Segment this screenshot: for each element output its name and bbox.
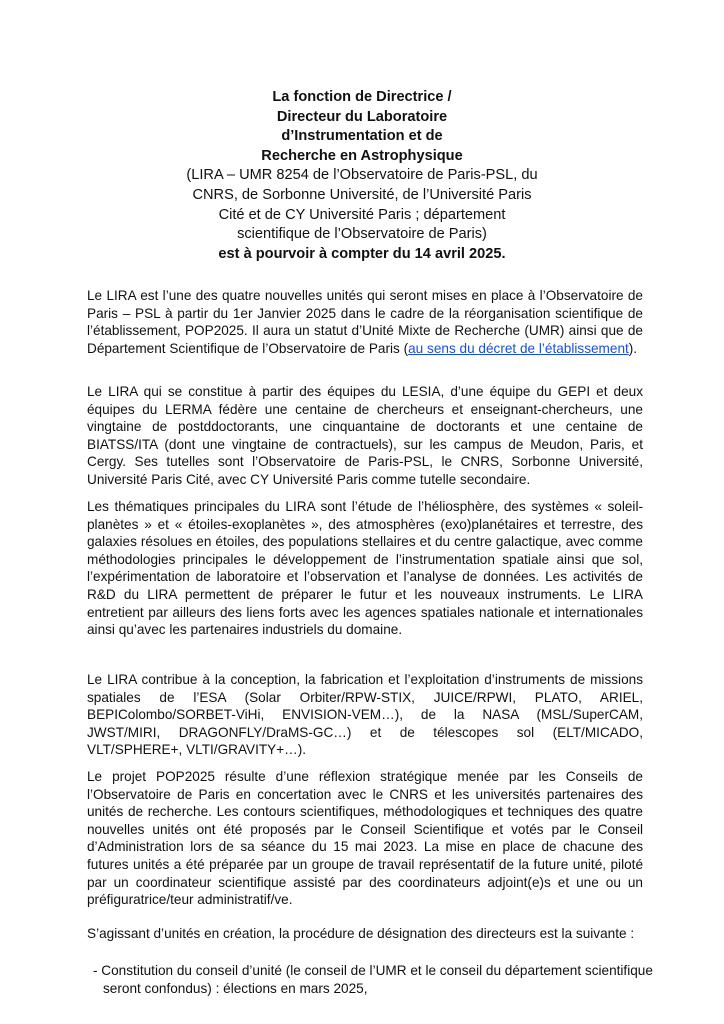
- decree-link[interactable]: au sens du décret de l’établissement: [408, 340, 629, 356]
- paragraph-themes: Les thématiques principales du LIRA sont l’étude de l’héliosphère, des systèmes « soleil-planètes » et « étoiles-exoplanètes », des atmosphères (exo)planétaires et terrestre, des galaxies résolues en étoiles, des populations stellaires et du centre galactique, avec comme méthodologies principales le développement de l’instrumentation spatiale ainsi que sol, l’expérimentation de laboratoire et l’observation et l’analyse de données. Les activités de R&D du LIRA permettent de préparer le futur et les nouveaux instruments. Le LIRA entretient par ailleurs des liens forts avec les agences spatiales nationale et internationales ainsi qu’avec les partenaires industriels du domaine.: [87, 499, 643, 638]
- title-line-2: Directeur du Laboratoire: [276, 108, 448, 125]
- paragraph-pop2025: Le projet POP2025 résulte d’une réflexion stratégique menée par les Conseils de l’Observatoire de Paris en concertation avec le CNRS et les universités partenaires des unités de recherche. Les contours scientifiques, méthodologiques et techniques des quatre nouvelles unités ont été proposés par le Conseil Scientifique et votés par le Conseil d’Administration lors de sa séance du 15 mai 2023. La mise en place de chacune des futures unités a été préparée par un groupe de travail représentatif de la future unité, piloté par un coordinateur scientifique assisté par des coordinateurs adjoint(e)s et une ou un préfiguratrice/teur administratif/ve.: [87, 769, 643, 908]
- paragraph-composition: Le LIRA qui se constitue à partir des équipes du LESIA, d’une équipe du GEPI et deux équipes du LERMA fédère une centaine de chercheurs et enseignant-chercheurs, une vingtaine de postddoctorants, une cinquantaine de doctorants et une centaine de BIATSS/ITA (dont une vingtaine de contractuels), sur les campus de Meudon, Paris, et Cergy. Ses tutelles sont l’Observatoire de Paris-PSL, le CNRS, Sorbonne Université, Université Paris Cité, avec CY Université Paris comme tutelle secondaire.: [87, 384, 643, 487]
- paragraph-intro-text: Le LIRA est l’une des quatre nouvelles unités qui seront mises en place à l’Observatoire de Paris – PSL à partir du 1er Janvier 2025 dans le cadre de la réorganisation scientifique de l’établissement, POP2025. Il aura un statut d’Unité Mixte de Recherche (UMR) ainsi que de Département Scientifique de l’Observatoire de Paris (: [87, 288, 643, 356]
- subtitle-line-3: Cité et de CY Université Paris ; département: [218, 206, 506, 223]
- title-line-4: Recherche en Astrophysique: [261, 147, 463, 164]
- subtitle-line-2: CNRS, de Sorbonne Université, de l’Université Paris: [192, 186, 532, 203]
- subtitle-line-1: (LIRA – UMR 8254 de l’Observatoire de Paris-PSL, du: [186, 167, 538, 184]
- paragraph-missions: Le LIRA contribue à la conception, la fabrication et l’exploitation d’instruments de missions spatiales de l’ESA (Solar Orbiter/RPW-STIX, JUICE/RPWI, PLATO, ARIEL, BEPIColombo/SORBET-ViHi, ENVISION-VEM…), de la NASA (MSL/SuperCAM, JWST/MIRI, DRAGONFLY/DraMS-GC…) et de télescopes sol (ELT/MICADO, VLT/SPHERE+, VLTI/GRAVITY+…).: [87, 672, 643, 758]
- paragraph-intro-end: ).: [628, 340, 638, 356]
- paragraph-procedure: S’agissant d’unités en création, la procédure de désignation des directeurs est la suivante :: [87, 926, 635, 941]
- title-block: [130, 88, 594, 264]
- paragraph-intro: [87, 287, 643, 357]
- subtitle-line-4: scientifique de l’Observatoire de Paris): [237, 226, 487, 243]
- title-closing-line: est à pourvoir à compter du 14 avril 2025.: [218, 245, 506, 262]
- list-item: - Constitution du conseil d’unité (le conseil de l’UMR et le conseil du département scientifique seront confondus) : élections en mars 2025,: [93, 963, 653, 996]
- title-line-1: La fonction de Directrice /: [272, 89, 452, 105]
- title-line-3: d’Instrumentation et de: [281, 128, 443, 145]
